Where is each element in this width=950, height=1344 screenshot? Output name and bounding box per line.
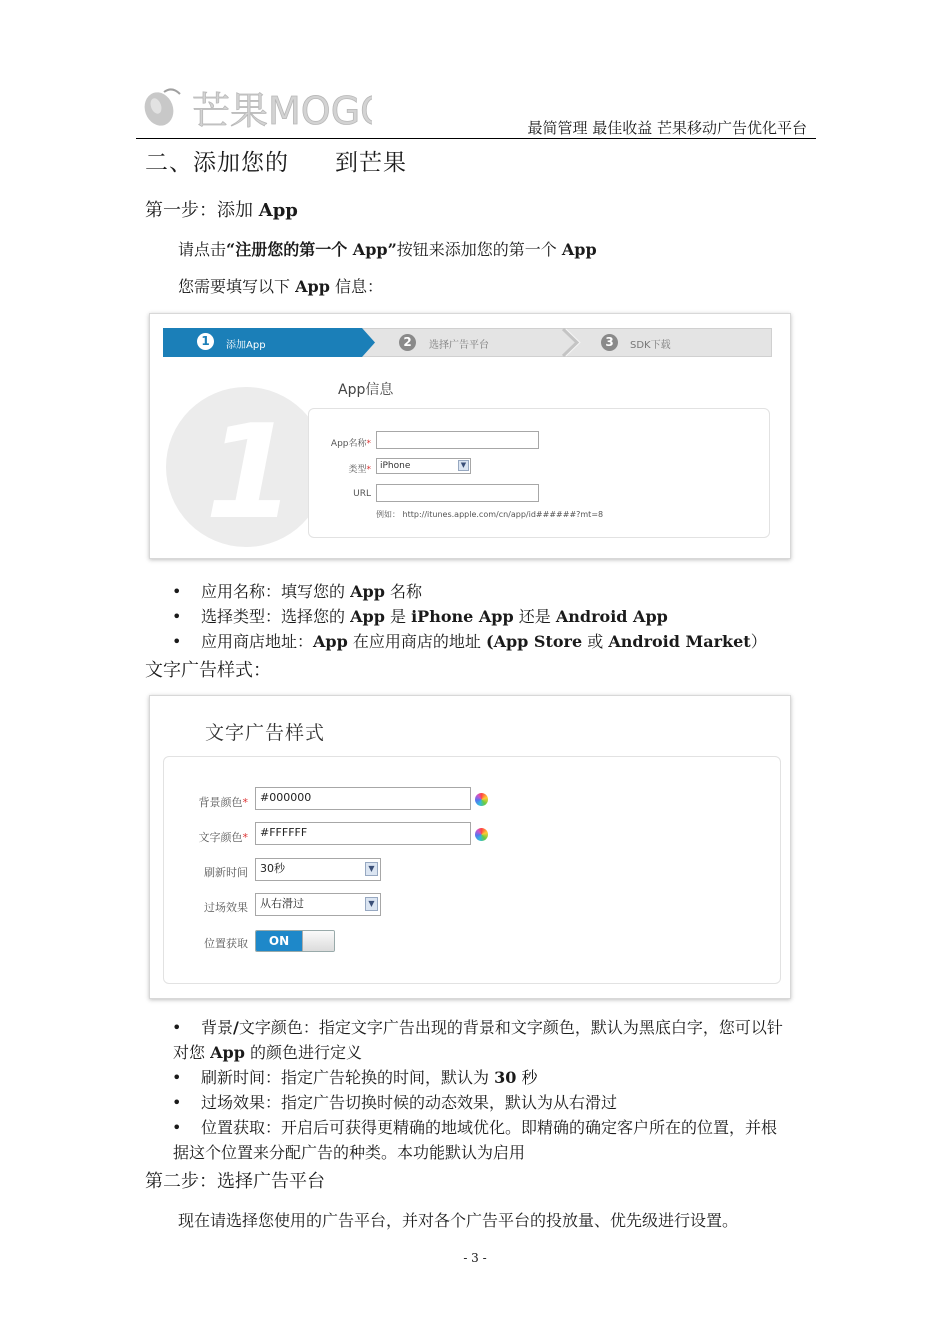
- bold-text: App: [210, 1043, 245, 1062]
- text-ad-screenshot: [149, 695, 791, 999]
- text: 应用商店地址：: [201, 632, 314, 651]
- bullet-dot: •: [172, 1068, 182, 1087]
- text: 还是: [513, 607, 556, 626]
- section-title-part2: 到芒果: [335, 150, 407, 176]
- bold-text: iPhone App: [411, 607, 514, 626]
- text-ad-heading: 文字广告样式：: [145, 660, 271, 681]
- transition-label: 过场效果: [204, 901, 248, 914]
- step-2-number: 2: [399, 334, 416, 351]
- type-select[interactable]: [376, 458, 471, 474]
- page-number: - 3 -: [463, 1251, 487, 1265]
- text-ad-title: 文字广告样式: [205, 722, 326, 744]
- text: 按钮来添加您的第一个: [396, 240, 562, 259]
- text-ad-panel: [163, 756, 781, 984]
- text: 名称: [384, 582, 422, 601]
- text: 在应用商店的地址: [347, 632, 486, 651]
- bold-text: 30: [494, 1068, 517, 1087]
- step1-title-bold: App: [258, 200, 298, 221]
- bullet-app-type: [172, 604, 668, 627]
- app-info-panel: [308, 408, 770, 538]
- step1-title-text: 第一步：添加: [145, 200, 259, 221]
- step2-title: 第二步：选择广告平台: [145, 1171, 325, 1192]
- text: 对您: [173, 1043, 211, 1062]
- bullet-dot: •: [172, 632, 182, 651]
- bullet-dot: •: [172, 582, 182, 601]
- text: 选择类型：选择您的: [201, 607, 351, 626]
- url-label: URL: [353, 489, 371, 499]
- step-1-number: 1: [197, 333, 214, 350]
- color-picker-icon[interactable]: [475, 793, 488, 806]
- bold-text: /: [233, 1018, 239, 1037]
- text: 刷新时间：指定广告轮换的时间，默认为: [201, 1068, 495, 1087]
- text: 的颜色进行定义: [244, 1043, 362, 1062]
- refresh-time-label: 刷新时间: [204, 866, 248, 879]
- label-text: 文字颜色: [198, 831, 243, 844]
- text: 您需要填写以下: [178, 277, 296, 296]
- text: ）: [750, 632, 767, 651]
- label-text: 类型: [348, 465, 367, 475]
- chevron-down-icon[interactable]: ▼: [365, 862, 378, 876]
- step1-title: [145, 196, 298, 222]
- url-input[interactable]: [376, 484, 539, 502]
- bold-text: App: [350, 607, 385, 626]
- header-slogan: 最简管理 最佳收益 芒果移动广告优化平台: [527, 119, 807, 137]
- bold-text: (App Store: [486, 632, 583, 651]
- bullet-dot: •: [172, 1118, 182, 1137]
- step-3-label[interactable]: SDK下载: [630, 340, 671, 351]
- bullet-dot: •: [172, 1093, 182, 1112]
- bg-color-input[interactable]: #000000: [255, 787, 471, 810]
- location-toggle[interactable]: [255, 930, 335, 952]
- bold-text: Android App: [555, 607, 668, 626]
- bullet-app-name: [172, 579, 422, 602]
- step-1-label[interactable]: 添加App: [226, 340, 266, 351]
- transition-value: 从右滑过: [260, 897, 304, 910]
- app-info-title: App信息: [338, 382, 394, 398]
- bold-text: App: [350, 582, 385, 601]
- step-2-label[interactable]: 选择广告平台: [429, 340, 489, 351]
- section-title-part1: 二、添加您的: [145, 150, 289, 176]
- required-mark: *: [242, 831, 248, 844]
- bullet-dot: •: [172, 1018, 182, 1037]
- type-select-value: iPhone: [380, 461, 411, 471]
- bold-text: “注册您的第一个 App”: [226, 240, 397, 259]
- bullet-store-url: [172, 629, 767, 652]
- text: 过场效果：指定广告切换时候的动态效果，默认为从右滑过: [201, 1093, 618, 1112]
- toggle-knob[interactable]: [302, 931, 334, 951]
- location-label: 位置获取: [204, 937, 248, 950]
- label-text: App名称: [330, 439, 367, 449]
- toggle-on-label: ON: [256, 931, 302, 951]
- bold-text: App: [313, 632, 348, 651]
- bullet-location: [172, 1115, 777, 1138]
- step-big-number: 1: [205, 396, 296, 548]
- step1-para1: [178, 237, 597, 260]
- text: 背景: [201, 1018, 234, 1037]
- bold-text: App: [561, 240, 597, 259]
- header-rule: [136, 138, 816, 139]
- step2-para: 现在请选择您使用的广告平台，并对各个广告平台的投放量、优先级进行设置。: [178, 1211, 739, 1230]
- required-mark: *: [366, 465, 371, 475]
- bullet-colors-cont: [173, 1040, 362, 1063]
- url-example: 例如： http://itunes.apple.com/cn/app/id######?mt=8: [376, 510, 604, 519]
- text: 位置获取：开启后可获得更精确的地域优化。即精确的确定客户所在的位置，并根: [201, 1118, 778, 1137]
- bg-color-label: [164, 794, 248, 810]
- text: 文字颜色：指定文字广告出现的背景和文字颜色，默认为黑底白字，您可以针: [238, 1018, 783, 1037]
- section-title: [145, 144, 407, 177]
- app-name-label: [309, 436, 371, 449]
- transition-select[interactable]: [255, 893, 381, 916]
- refresh-time-select[interactable]: [255, 858, 381, 881]
- chevron-down-icon[interactable]: ▼: [458, 460, 469, 471]
- step-3-number: 3: [601, 334, 618, 351]
- label-text: 背景颜色: [198, 796, 243, 809]
- bullet-refresh: [172, 1065, 537, 1088]
- bullet-transition: [172, 1090, 617, 1113]
- svg-text:芒果MOGO: 芒果MOGO: [192, 89, 372, 130]
- bold-text: Android Market: [608, 632, 751, 651]
- text: 或: [582, 632, 609, 651]
- required-mark: *: [366, 439, 371, 449]
- bullet-location-cont: 据这个位置来分配广告的种类。本功能默认为启用: [173, 1143, 526, 1162]
- text: 秒: [516, 1068, 538, 1087]
- type-label: [309, 462, 371, 475]
- color-picker-icon[interactable]: [475, 828, 488, 841]
- step1-para2: [178, 274, 383, 297]
- app-info-screenshot: [149, 313, 791, 559]
- text: 应用名称：填写您的: [201, 582, 351, 601]
- bullet-colors: [172, 1015, 783, 1038]
- chevron-down-icon[interactable]: ▼: [365, 897, 378, 911]
- text: 是: [384, 607, 412, 626]
- mogo-logo: [142, 84, 372, 130]
- required-mark: *: [242, 796, 248, 809]
- refresh-time-value: 30秒: [260, 862, 285, 875]
- bullet-dot: •: [172, 607, 182, 626]
- text: 信息：: [329, 277, 383, 296]
- text: 请点击: [178, 240, 227, 259]
- app-name-input[interactable]: [376, 431, 539, 449]
- text-color-label: [164, 829, 248, 845]
- bold-text: App: [295, 277, 330, 296]
- text-color-input[interactable]: #FFFFFF: [255, 822, 471, 845]
